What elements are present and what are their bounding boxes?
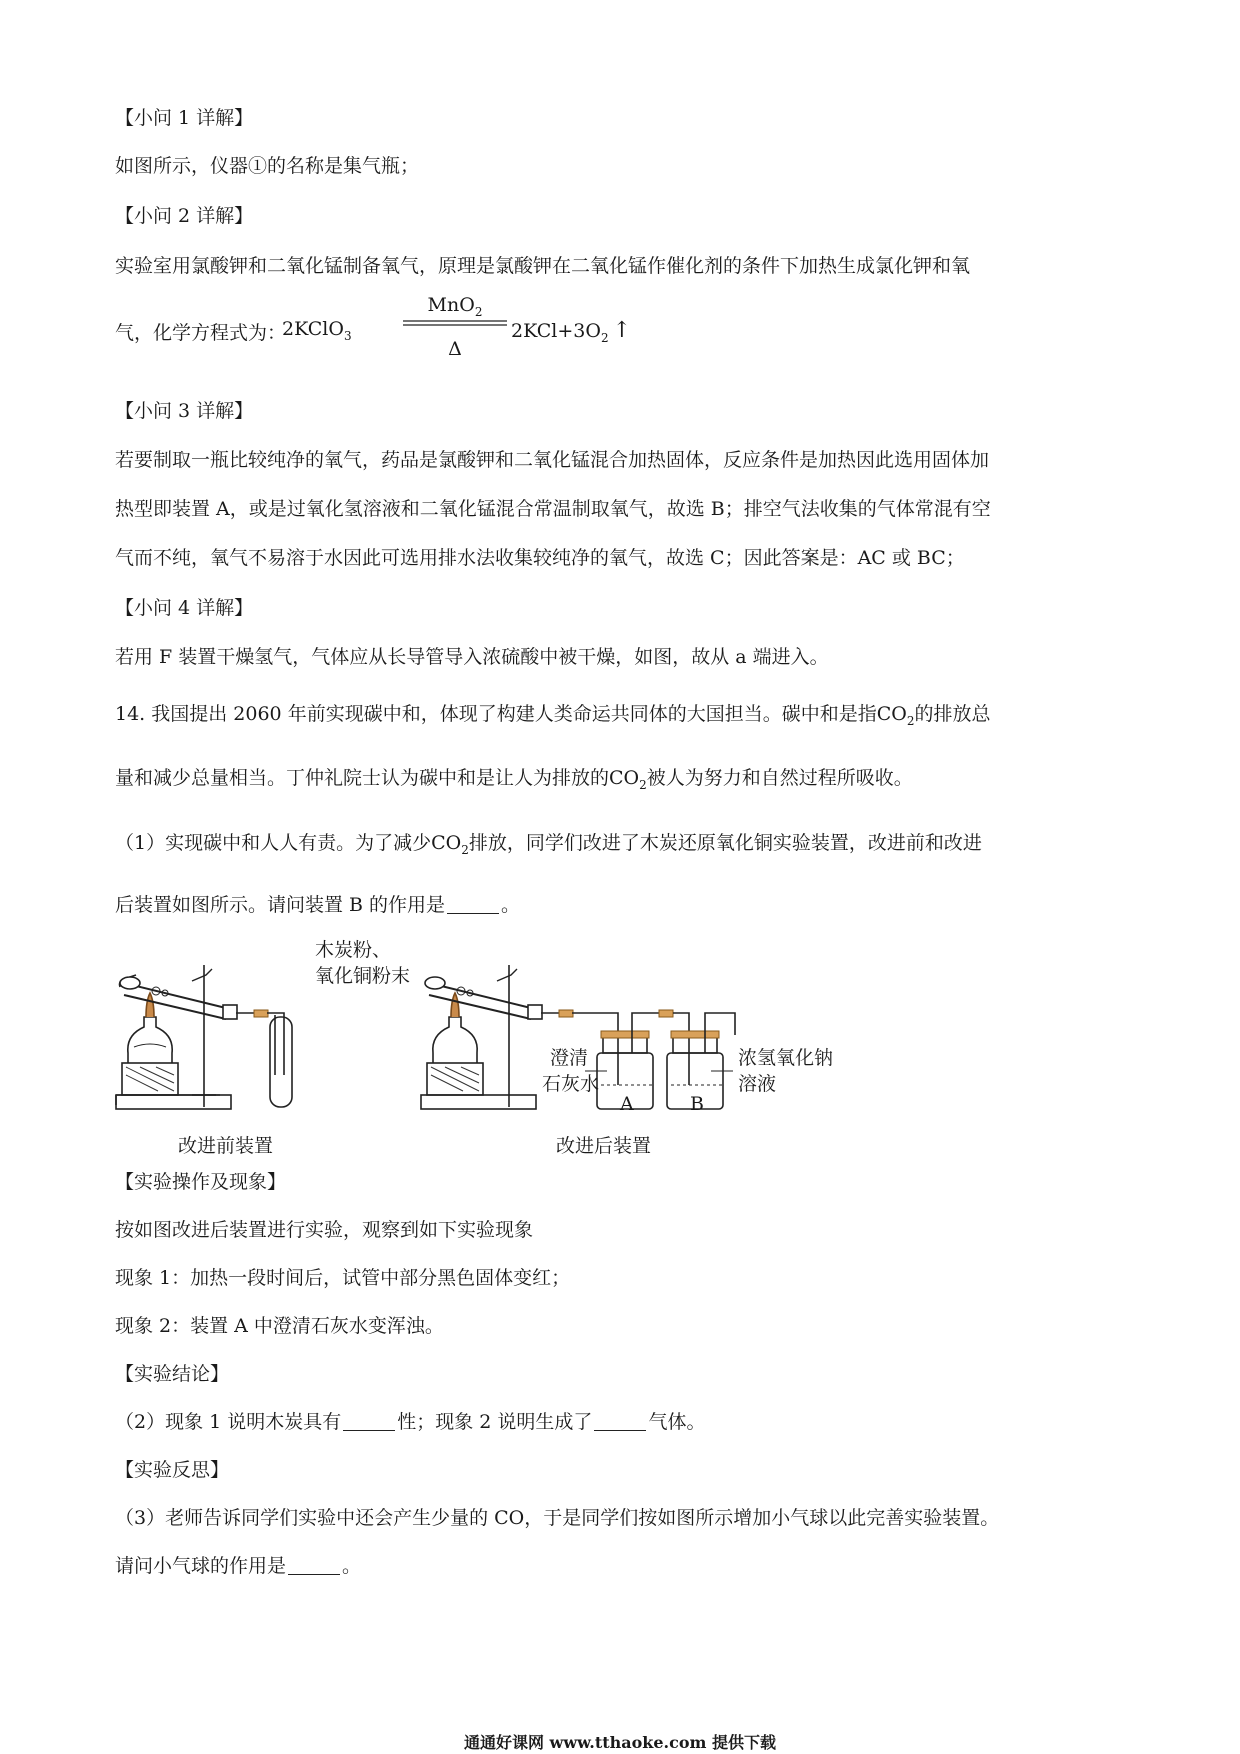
part2-line: （2）现象 1 说明木炭具有 性；现象 2 说明生成了 气体。 — [115, 1411, 706, 1433]
equation-double-line — [403, 319, 507, 329]
apparatus-figure — [110, 935, 910, 1175]
operation-header: 【实验操作及现象】 — [115, 1171, 287, 1193]
answer-blank-2[interactable] — [343, 1412, 395, 1431]
operation-text: 按如图改进后装置进行实验，观察到如下实验现象 — [115, 1219, 534, 1241]
label-bottle-b: B — [690, 1093, 704, 1115]
q14-line-1: 14. 我国提出 2060 年前实现碳中和，体现了构建人类命运共同体的大国担当。碳中和是指$CO_2$的排放总 — [115, 703, 991, 728]
part3-line-2: 请问小气球的作用是 。 — [115, 1555, 362, 1577]
q4-text: 若用 F 装置干燥氢气，气体应从长导管导入浓硫酸中被干燥，如图，故从 a 端进入。 — [115, 646, 829, 668]
co2-formula: $CO_2$ — [876, 703, 915, 728]
caption-before: 改进前装置 — [178, 1135, 274, 1157]
conclusion-header: 【实验结论】 — [115, 1363, 230, 1385]
q2-header: 【小问 2 详解】 — [115, 205, 254, 227]
chemical-equation — [115, 296, 815, 376]
equation-catalyst: MnO$_2$ — [427, 294, 483, 319]
q3-header: 【小问 3 详解】 — [115, 400, 254, 422]
phenomenon-1: 现象 1：加热一段时间后，试管中部分黑色固体变红； — [115, 1267, 571, 1289]
part3-line-1: （3）老师告诉同学们实验中还会产生少量的 CO，于是同学们按如图所示增加小气球以此完善实验装置。 — [115, 1507, 1000, 1529]
q2-text: 实验室用氯酸钾和二氧化锰制备氧气，原理是氯酸钾在二氧化锰作催化剂的条件下加热生成氯化钾和氧 — [115, 255, 971, 277]
co2-formula: $CO_2$ — [431, 832, 469, 857]
equation-prefix: 气，化学方程式为： — [115, 322, 287, 344]
footer-watermark: 通通好课网 www.tthaoke.com 提供下载 — [463, 1733, 777, 1752]
answer-blank-1[interactable] — [447, 895, 499, 914]
label-reagent-2: 氧化铜粉末 — [315, 965, 411, 987]
equation-condition: Δ — [448, 338, 462, 360]
part1-line-1: （1）实现碳中和人人有责。为了减少$CO_2$排放，同学们改进了木炭还原氧化铜实验装置，改进前和改进 — [115, 832, 982, 857]
equation-lhs: 2KClO$_3$ — [282, 318, 352, 343]
q3-text-3: 气而不纯，氧气不易溶于水因此可选用排水法收集较纯净的氧气，故选 C；因此答案是：AC 或 BC； — [115, 547, 965, 569]
q14-line-2: 量和减少总量相当。丁仲礼院士认为碳中和是让人为排放的$CO_2$被人为努力和自然过程所吸收。 — [115, 767, 913, 792]
reflection-header: 【实验反思】 — [115, 1459, 230, 1481]
q1-header: 【小问 1 详解】 — [115, 107, 254, 129]
phenomenon-2: 现象 2：装置 A 中澄清石灰水变浑浊。 — [115, 1315, 444, 1337]
q3-text-1: 若要制取一瓶比较纯净的氧气，药品是氯酸钾和二氧化锰混合加热固体，反应条件是加热因此选用固体加 — [115, 449, 990, 471]
q1-text: 如图所示，仪器①的名称是集气瓶； — [115, 155, 420, 177]
label-limewater-2: 石灰水 — [542, 1073, 600, 1095]
label-bottle-a: A — [620, 1093, 634, 1115]
caption-after: 改进后装置 — [556, 1135, 652, 1157]
label-naoh-2: 溶液 — [738, 1073, 777, 1095]
q3-text-2: 热型即装置 A，或是过氧化氢溶液和二氧化锰混合常温制取氧气，故选 B；排空气法收集的气体常混有空 — [115, 498, 991, 520]
before-apparatus — [116, 965, 292, 1109]
part1-line-2: 后装置如图所示。请问装置 B 的作用是 。 — [115, 894, 521, 916]
answer-blank-4[interactable] — [288, 1556, 340, 1575]
label-limewater-1: 澄清 — [550, 1047, 589, 1069]
q4-header: 【小问 4 详解】 — [115, 597, 254, 619]
answer-blank-3[interactable] — [594, 1412, 646, 1431]
label-reagent-1: 木炭粉、 — [315, 939, 392, 961]
equation-rhs: $2KCl+3O_2$ ↑ — [511, 318, 632, 345]
co2-formula: $CO_2$ — [609, 767, 647, 792]
label-naoh-1: 浓氢氧化钠 — [738, 1047, 834, 1069]
